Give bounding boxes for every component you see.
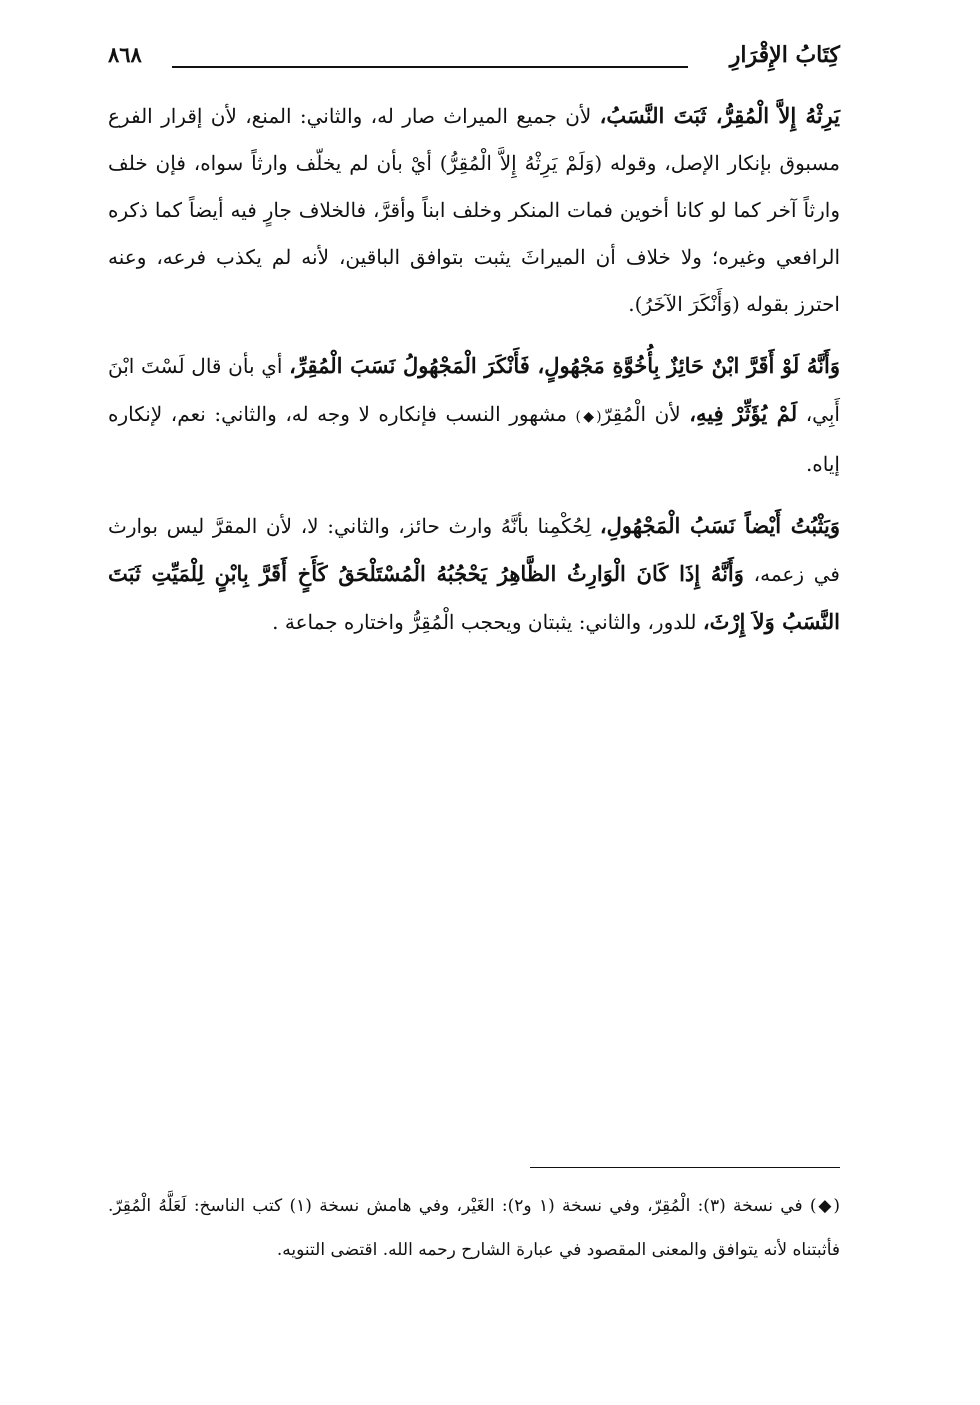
footnote-separator [530,1167,840,1168]
commentary-text: أي بأن قال لَسْتَ ابْنَ أَبِي، [108,354,840,426]
matn-text: وَأَنَّهُ لَوْ أَقَرَّ ابْنٌ حَائِزٌ بِأُخُوَّةِ مَجْهُولٍ، فَأَنْكَرَ الْمَجْهُولُ نَسَبَ الْمُقِرِّ، [289,353,841,378]
running-title: كِتَابُ الإِقْرَارِ [729,42,840,68]
commentary-text: لأن الْمُقِرّ [601,402,690,426]
page-header [108,38,840,78]
footnote [108,1184,840,1272]
commentary-text: مشهور النسب فإنكاره لا وجه له، والثاني: نعم، لإنكاره إياه. [108,402,840,476]
page-number: ٨٦٨ [108,42,142,67]
paragraph-2 [108,342,840,488]
matn-text: يَرِثْهُ إِلاَّ الْمُقِرُّ، ثَبَتَ النَّسَبُ، [599,103,840,128]
footnote-text: في نسخة (٣): الْمُقِرّ، وفي نسخة (١ و٢): الغَيْر، وفي هامش نسخة (١) كتب الناسخ: لَعَلَّهُ الْمُقِرّ. فأثبتناه لأنه يتوافق والمعنى المقصود في عبارة الشارح رحمه الله. اقتضى التنويه. [108,1196,840,1260]
paragraph-1 [108,92,840,328]
commentary-text: لأن جميع الميراث صار له، والثاني: المنع، لأن إقرار الفرع مسبوق بإنكار الإصل، وقوله (وَلَمْ يَرِثْهُ إِلاَّ الْمُقِرُّ) أيْ بأن لم يخلّف وارثاً سواه، فإن خلف وارثاً آخر كما لو كانا أخوين فمات المنكر وخلف ابناً وأقرَّ، فالخلاف جارٍ فيه أيضاً كما ذكره الرافعي وغيره؛ ولا خلاف أن الميراثَ يثبت بتوافق الباقين، لأنه لم يكذب فرعه، وعنه احترز بقوله (وَأَنْكَرَ الآخَرُ). [108,104,841,316]
matn-text: لَمْ يُؤَثِّرْ فِيهِ، [689,401,798,426]
commentary-text: لِحُكْمِنا بأنَّهُ وارث حائز، والثاني: لا، لأن المقرَّ ليس بوارث في زعمه، [108,514,840,586]
matn-text: وَأَنَّهُ إِذَا كَانَ الْوَارِثُ الظَّاهِرُ يَحْجُبُهُ الْمُسْتَلْحَقُ كَأَخٍ أَقَرَّ بِابْنٍ لِلْمَيِّتِ ثَبَتَ النَّسَبُ وَلاَ إِرْثَ، [108,561,840,634]
header-rule [172,66,688,68]
main-text [108,92,840,660]
commentary-text: للدور، والثاني: يثبتان ويحجب الْمُقِرُّ واختاره جماعة . [272,610,703,634]
paragraph-3 [108,502,840,646]
footnote-marker: (◆) [809,1196,841,1216]
matn-text: وَيَثْبُتُ أَيْضاً نَسَبُ الْمَجْهُولِ، [599,513,840,538]
footnote-reference[interactable]: (◆) [575,409,602,425]
